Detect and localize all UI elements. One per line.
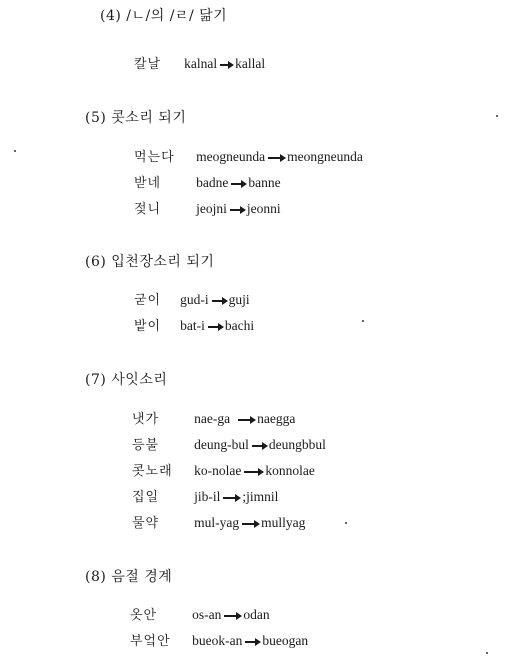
arrow-icon bbox=[268, 157, 284, 159]
korean-word: 콧노래 bbox=[132, 464, 173, 479]
arrow-icon bbox=[238, 419, 254, 421]
source-romanization: mul-yag bbox=[194, 515, 240, 530]
example-row bbox=[134, 175, 281, 192]
arrow-icon bbox=[212, 300, 226, 302]
target-romanization: konnolae bbox=[265, 463, 315, 478]
example-row bbox=[134, 292, 250, 309]
scan-speck bbox=[345, 522, 347, 524]
example-row bbox=[130, 607, 270, 624]
example-row bbox=[134, 149, 363, 166]
example-row bbox=[132, 463, 315, 480]
target-romanization: ;jimnil bbox=[242, 489, 279, 504]
source-romanization: bueok-an bbox=[192, 633, 243, 648]
arrow-icon bbox=[223, 497, 239, 499]
korean-word: 굳이 bbox=[134, 293, 162, 308]
arrow-icon bbox=[231, 183, 245, 185]
section-heading: (4) /ㄴ/의 /ㄹ/ 닮기 bbox=[100, 8, 228, 24]
korean-word: 옷안 bbox=[130, 608, 158, 623]
arrow-icon bbox=[208, 326, 222, 328]
example-row bbox=[132, 515, 305, 532]
source-romanization: meogneunda bbox=[196, 149, 266, 164]
scan-speck bbox=[362, 320, 364, 322]
source-romanization: bat-i bbox=[180, 318, 205, 333]
target-romanization: odan bbox=[243, 607, 270, 622]
korean-word: 젖니 bbox=[134, 202, 162, 217]
target-romanization: mullyag bbox=[261, 515, 306, 530]
korean-word: 칼날 bbox=[134, 57, 162, 72]
arrow-icon bbox=[230, 209, 244, 211]
korean-word: 먹는다 bbox=[134, 150, 175, 165]
scan-speck bbox=[14, 150, 16, 152]
section-heading: (8) 음절 경계 bbox=[85, 569, 173, 585]
source-romanization: deung-bul bbox=[194, 437, 249, 452]
source-romanization: jeojni bbox=[196, 201, 227, 216]
source-romanization: os-an bbox=[192, 607, 222, 622]
target-romanization: bueogan bbox=[262, 633, 309, 648]
arrow-icon bbox=[245, 641, 259, 643]
target-romanization: jeonni bbox=[246, 201, 281, 216]
arrow-icon bbox=[242, 523, 258, 525]
example-row bbox=[132, 437, 326, 454]
korean-word: 등불 bbox=[132, 438, 160, 453]
korean-word: 냇가 bbox=[132, 412, 160, 427]
example-row bbox=[134, 56, 265, 73]
source-romanization: badne bbox=[196, 175, 229, 190]
target-romanization: bachi bbox=[224, 318, 255, 333]
example-row bbox=[134, 201, 281, 218]
korean-word: 받네 bbox=[134, 176, 162, 191]
arrow-icon bbox=[252, 445, 266, 447]
source-romanization: nae-ga bbox=[194, 411, 231, 426]
example-row bbox=[132, 489, 278, 506]
scan-speck bbox=[486, 652, 488, 654]
arrow-icon bbox=[220, 64, 232, 66]
korean-word: 밭이 bbox=[134, 319, 162, 334]
section-heading: (6) 입천장소리 되기 bbox=[85, 254, 215, 270]
source-romanization: gud-i bbox=[180, 292, 209, 307]
arrow-icon bbox=[244, 471, 262, 473]
target-romanization: guji bbox=[228, 292, 250, 307]
target-romanization: kallal bbox=[235, 56, 266, 71]
arrow-icon bbox=[224, 615, 240, 617]
section-heading: (5) 콧소리 되기 bbox=[85, 110, 187, 126]
target-romanization: naegga bbox=[257, 411, 296, 426]
source-romanization: kalnal bbox=[184, 56, 218, 71]
korean-word: 부엌안 bbox=[130, 634, 171, 649]
korean-word: 물약 bbox=[132, 516, 160, 531]
example-row bbox=[134, 318, 254, 335]
source-romanization: ko-nolae bbox=[194, 463, 242, 478]
target-romanization: banne bbox=[248, 175, 281, 190]
section-heading: (7) 사잇소리 bbox=[85, 372, 168, 388]
example-row bbox=[132, 411, 295, 428]
example-row bbox=[130, 633, 308, 650]
source-romanization: jib-il bbox=[194, 489, 221, 504]
scan-speck bbox=[496, 115, 498, 117]
target-romanization: meongneunda bbox=[287, 149, 363, 164]
korean-word: 집일 bbox=[132, 490, 160, 505]
target-romanization: deungbbul bbox=[268, 437, 326, 452]
